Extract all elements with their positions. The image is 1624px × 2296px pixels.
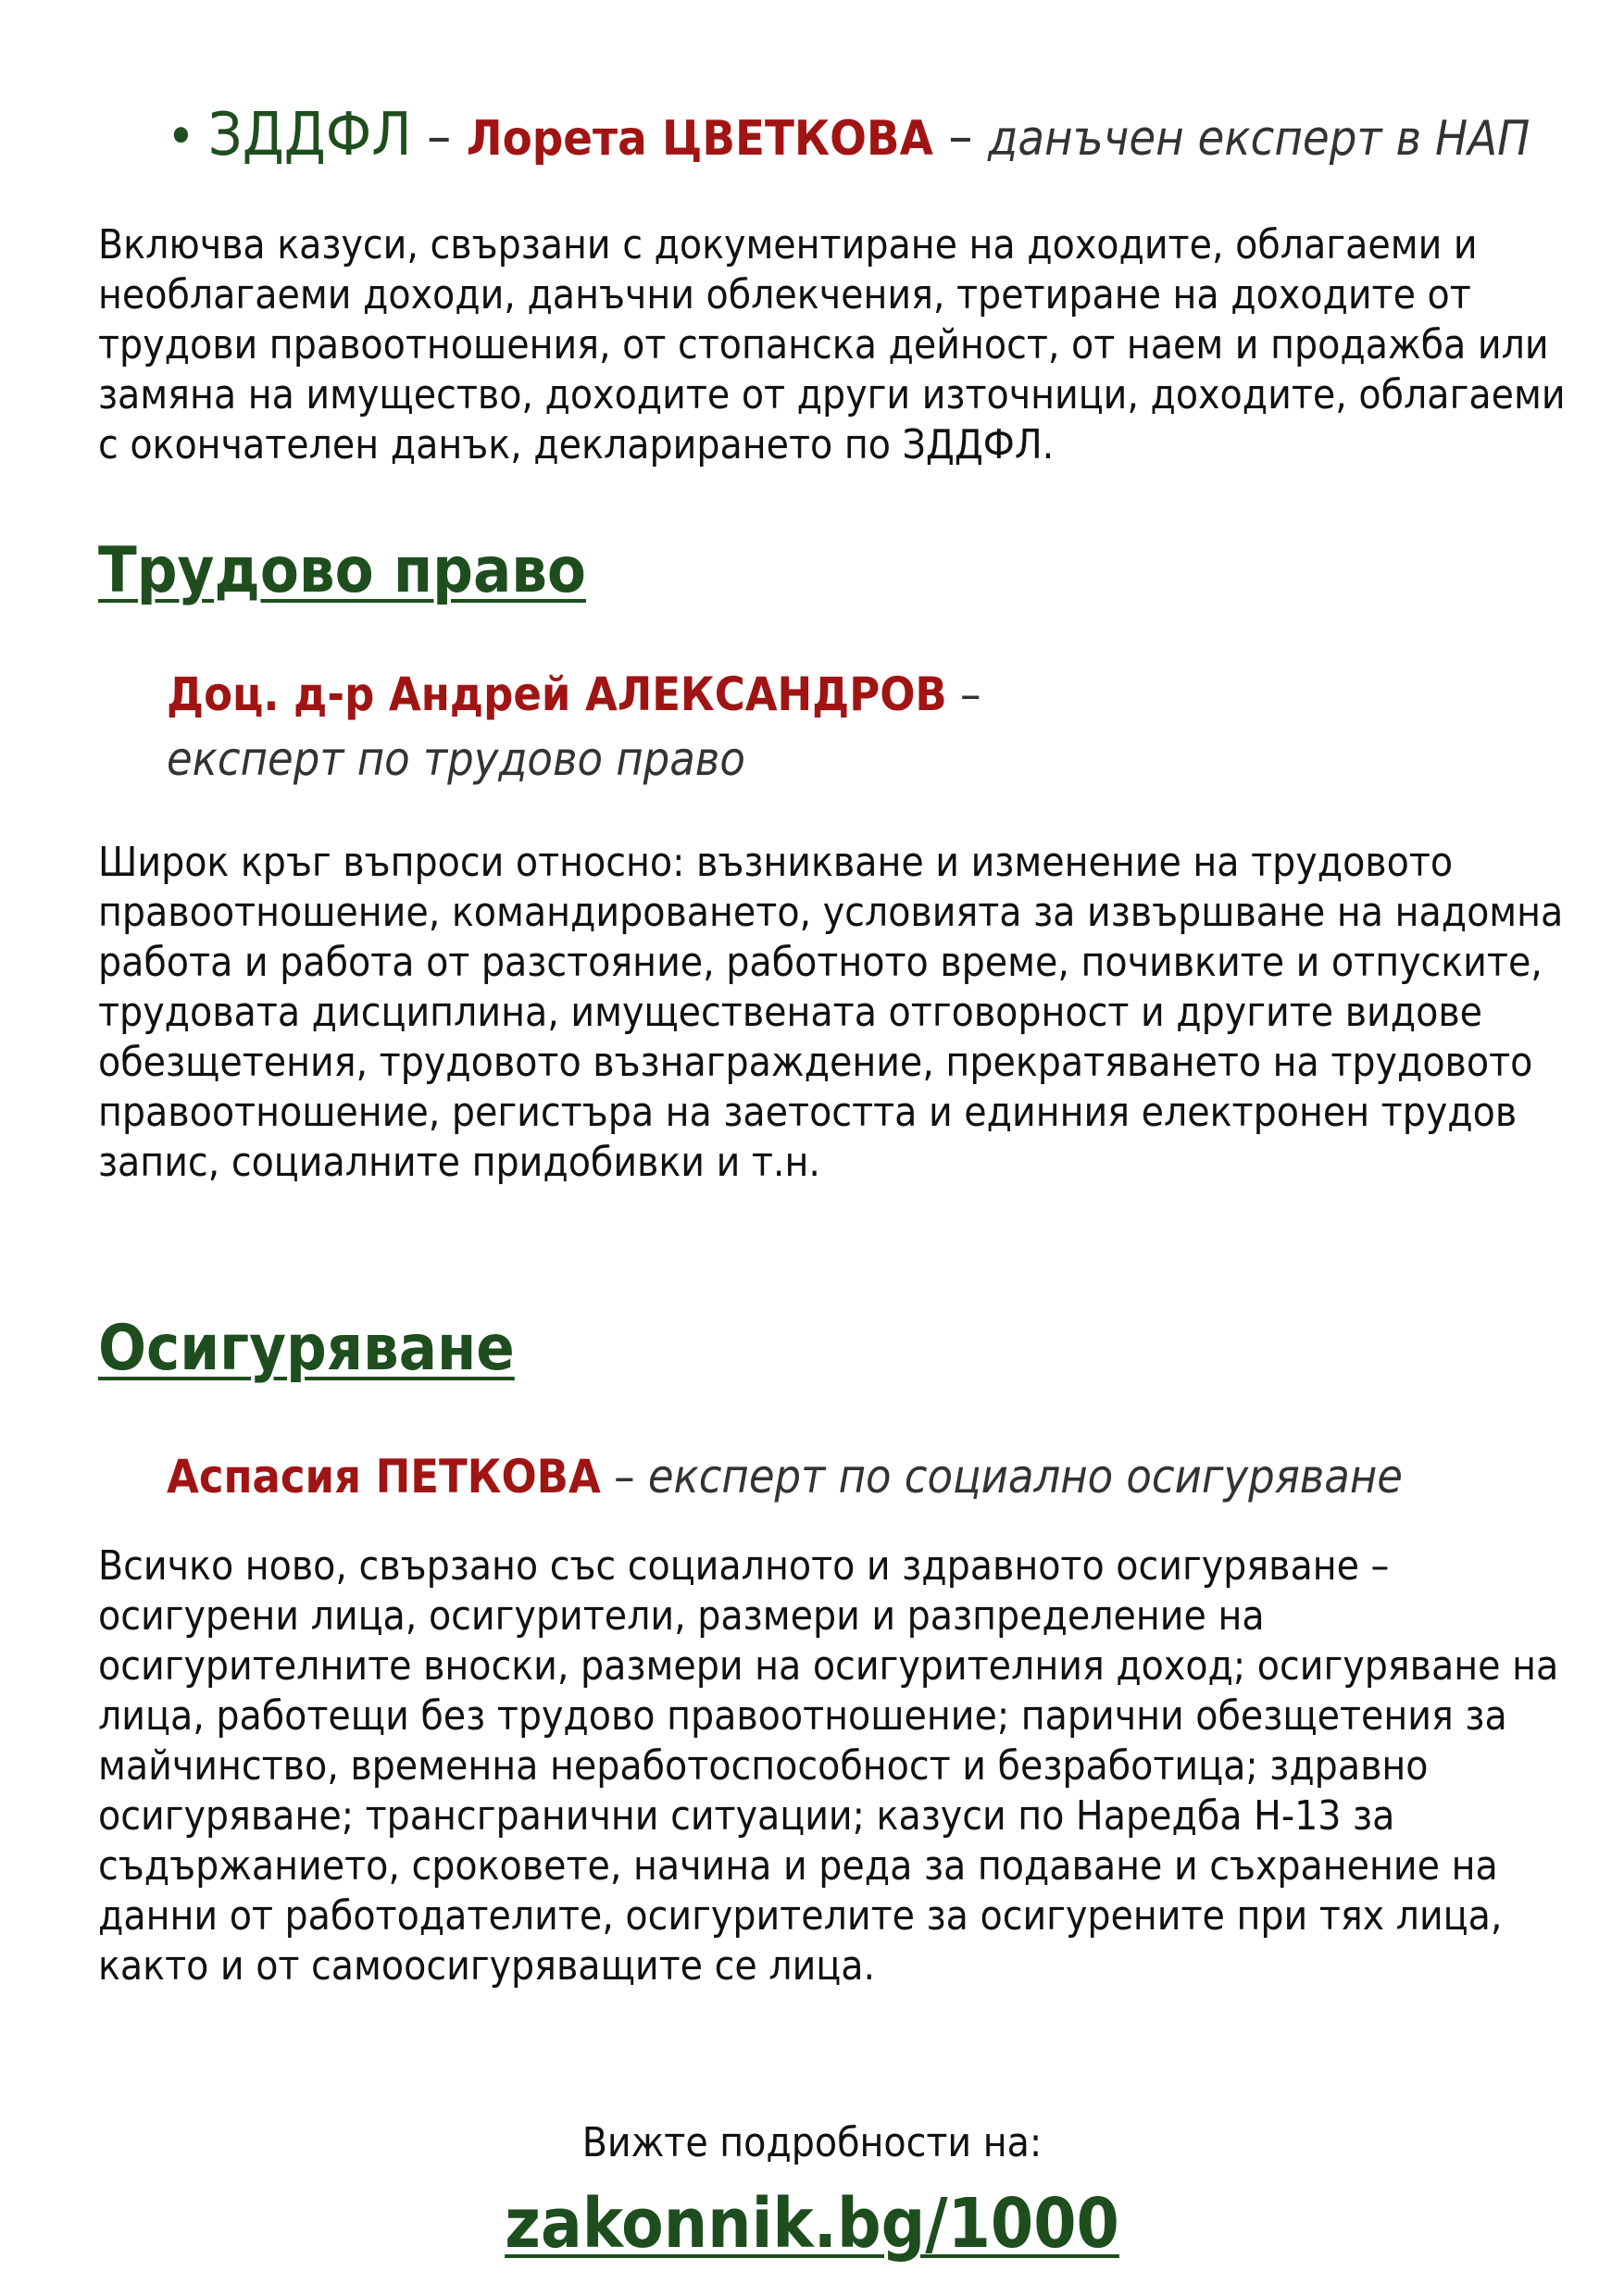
section-title-insurance: Осигуряване — [98, 1312, 515, 1385]
expert-name: Лорета ЦВЕТКОВА — [466, 111, 933, 167]
separator-dash: – — [600, 1450, 648, 1504]
expert-role: данъчен експерт в НАП — [988, 111, 1530, 167]
expert-name: Доц. д-р Андрей АЛЕКСАНДРОВ — [167, 668, 947, 721]
separator-dash: – — [411, 105, 467, 168]
zddfl-expert-line — [167, 100, 1530, 174]
bullet-icon: • — [167, 105, 195, 168]
separator-dash: – — [946, 668, 981, 721]
labor-description: Широк кръг въпроси относно: възникване и изменение на трудовото правоотношение, командироването, условията за извършване на надомна работа и работа от разстояние, работното време, почивките и отпуските, трудовата дисциплина, имуществената отговорност и другите видове обезщетения, трудовото възнаграждение, прекратяването на трудовото правоотношение, регистъра на заетостта и единния електронен трудов запис, социалните придобивки и т.н. — [98, 839, 1564, 1186]
website-link[interactable]: zakonnik.bg/1000 — [505, 2184, 1119, 2264]
expert-role: експерт по социално осигуряване — [647, 1450, 1403, 1504]
expert-name: Аспасия ПЕТКОВА — [167, 1450, 601, 1504]
footer — [0, 2115, 1624, 2265]
insurance-description: Всичко ново, свързано със социалното и здравното осигуряване – осигурени лица, осигурители, размери и разпределение на осигурителните вноски, размери на осигурителния доход; осигуряване на лица, работещи без трудово правоотношение; парични обезщетения за майчинство, временна неработоспособност и безработица; здравно осигуряване; трансгранични ситуации; казуси по Наредба Н-13 за съдържанието, сроковете, начина и реда за подаване и съхранение на данни от работодателите, осигурителите за осигурените при тях лица, както и от самоосигуряващите се лица. — [98, 1542, 1559, 1990]
labor-expert — [167, 662, 981, 792]
details-label: Вижте подробности на: — [581, 2119, 1043, 2166]
law-name: ЗДДФЛ — [207, 101, 412, 169]
expert-role: експерт по трудово право — [167, 732, 745, 786]
section-title-labor-law: Трудово право — [98, 534, 586, 607]
insurance-expert — [167, 1444, 1403, 1509]
zddfl-description: Включва казуси, свързани с документиране на доходите, облагаеми и необлагаеми доходи, данъчни облекчения, третиране на доходите от трудови правоотношения, от стопанска дейност, от наем и продажба или замяна на имущество, доходите от други източници, доходите, облагаеми с окончателен данък, декларирането по ЗДДФЛ. — [98, 221, 1566, 468]
separator-dash: – — [932, 105, 988, 168]
